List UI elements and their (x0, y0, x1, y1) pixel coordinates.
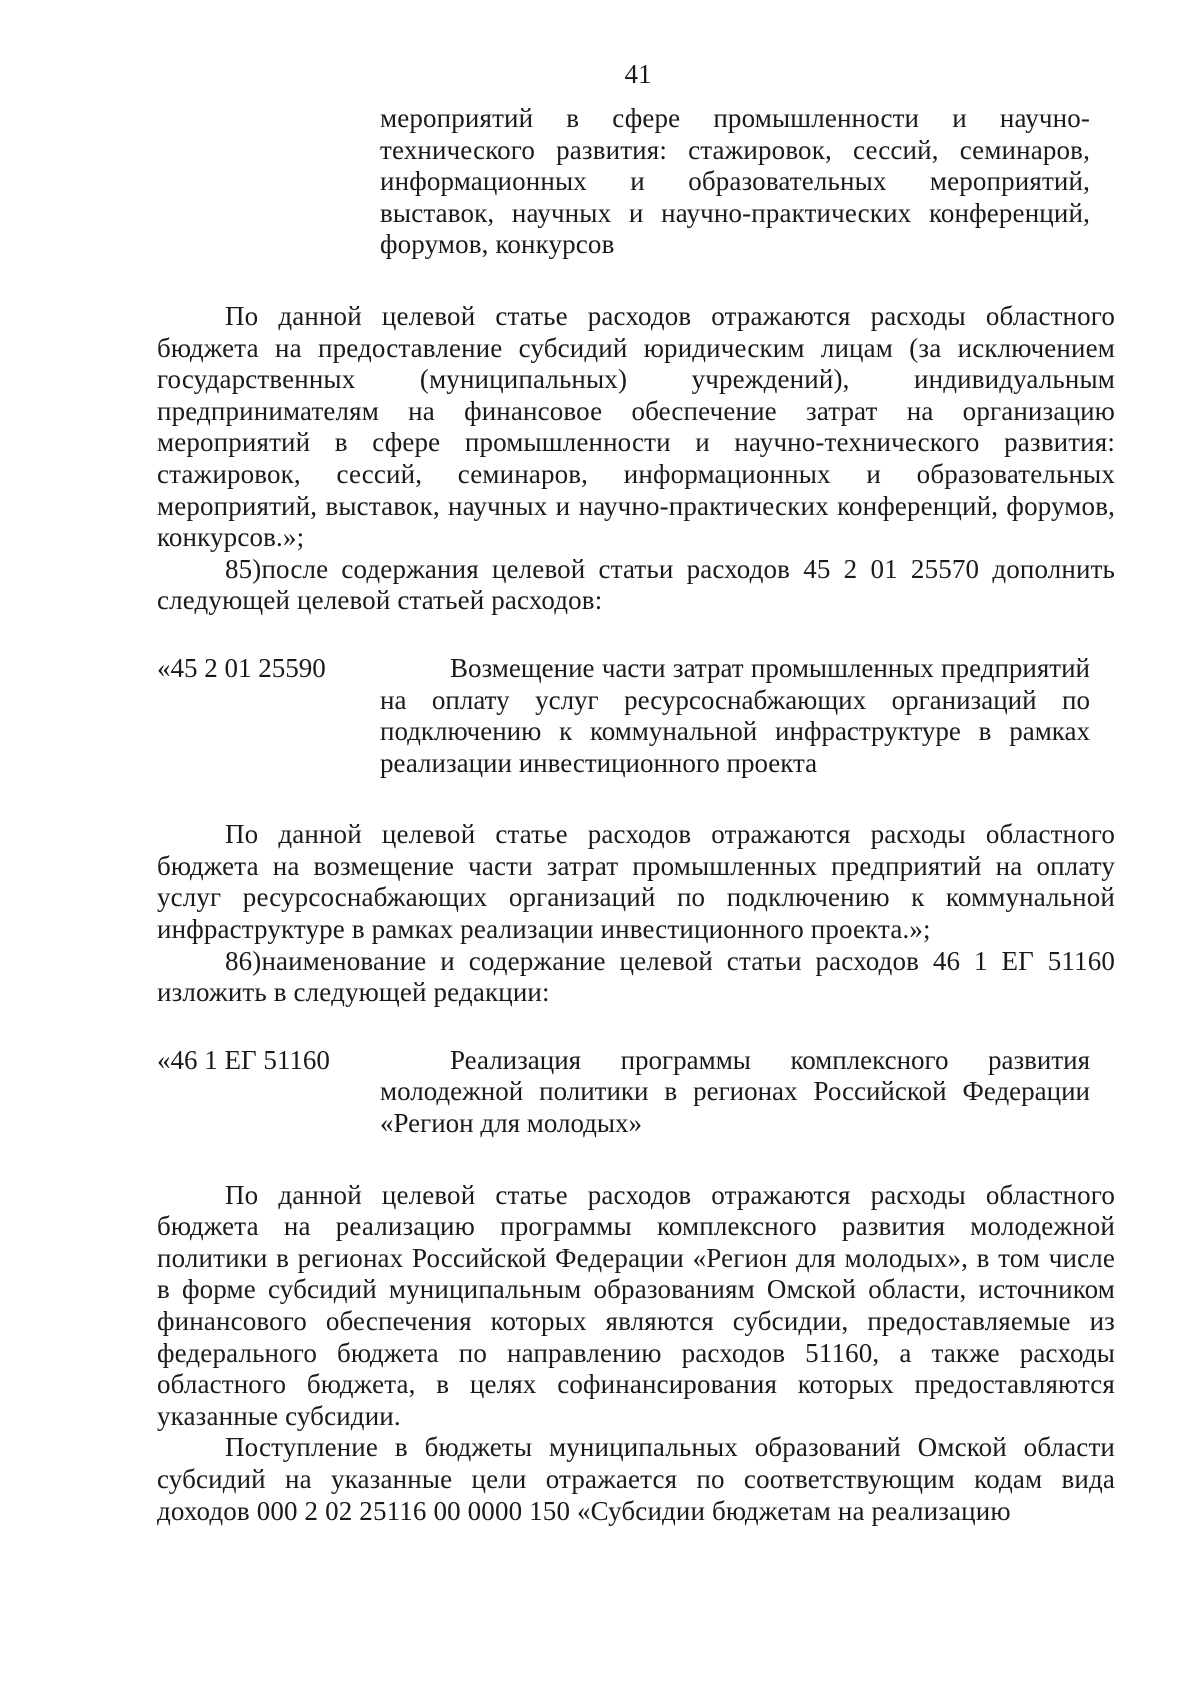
document-body (157, 103, 1115, 1527)
budget-entry-46-1-eg-51160 (157, 1045, 1115, 1140)
continuation-text: мероприятий в сфере промышленности и научно-технического развития: стажировок, сессий, семинаров, информационных и образовательных мероприятий, выставок, научных и научно-практических конференций, форумов, конкурсов (380, 103, 1090, 260)
item-86-text: наименование и содержание целевой статьи расходов 46 1 ЕГ 51160 изложить в следующей редакции: (157, 945, 1115, 1008)
spacer (157, 779, 1115, 819)
paragraph-4: Поступление в бюджеты муниципальных образований Омской области субсидий на указанные цели отражается по соответствующим кодам вида доходов 000 2 02 25116 00 0000 150 «Субсидии бюджетам на реализацию (157, 1432, 1115, 1526)
paragraph-2: По данной целевой статье расходов отражаются расходы областного бюджета на возмещение части затрат промышленных предприятий на оплату услуг ресурсоснабжающих организаций по подключению к коммунальной инфраструктуре в рамках реализации инвестиционного проекта.»; (157, 819, 1115, 945)
entry-code: «46 1 ЕГ 51160 (157, 1044, 330, 1075)
entry-name: Возмещение части затрат промышленных предприятий на оплату услуг ресурсоснабжающих организаций по подключению к коммунальной инфраструктуре в рамках реализации инвестиционного проекта (380, 652, 1090, 778)
item-85 (157, 554, 1115, 617)
paragraph-1: По данной целевой статье расходов отражаются расходы областного бюджета на предоставление субсидий юридическим лицам (за исключением государственных (муниципальных) учреждений), индивидуальным предпринимателям на финансовое обеспечение затрат на организацию мероприятий в сфере промышленности и научно-технического развития: стажировок, сессий, семинаров, информационных и образовательных мероприятий, выставок, научных и научно-практических конференций, форумов, конкурсов.»; (157, 300, 1115, 553)
item-86-number: 86) (225, 945, 262, 976)
spacer (157, 617, 1115, 653)
item-85-number: 85) (225, 553, 262, 584)
spacer (157, 261, 1115, 301)
paragraph-3: По данной целевой статье расходов отражаются расходы областного бюджета на реализацию программы комплексного развития молодежной политики в регионах Российской Федерации «Регион для молодых», в том числе в форме субсидий муниципальным образованиям Омской области, источником финансового обеспечения которых являются субсидии, предоставляемые из федерального бюджета по направлению расходов 51160, а также расходы областного бюджета, в целях софинансирования которых предоставляются указанные субсидии. (157, 1179, 1115, 1431)
budget-entry-45-2-01-25590 (157, 653, 1115, 779)
entry-code: «45 2 01 25590 (157, 652, 326, 683)
item-86 (157, 946, 1115, 1009)
entry-name: Реализация программы комплексного развития молодежной политики в регионах Российской Федерации «Регион для молодых» (380, 1044, 1090, 1139)
item-85-text: после содержания целевой статьи расходов 45 2 01 25570 дополнить следующей целевой статьей расходов: (157, 553, 1115, 616)
page-number: 41 (624, 59, 652, 89)
spacer (157, 1009, 1115, 1045)
spacer (157, 1140, 1115, 1180)
